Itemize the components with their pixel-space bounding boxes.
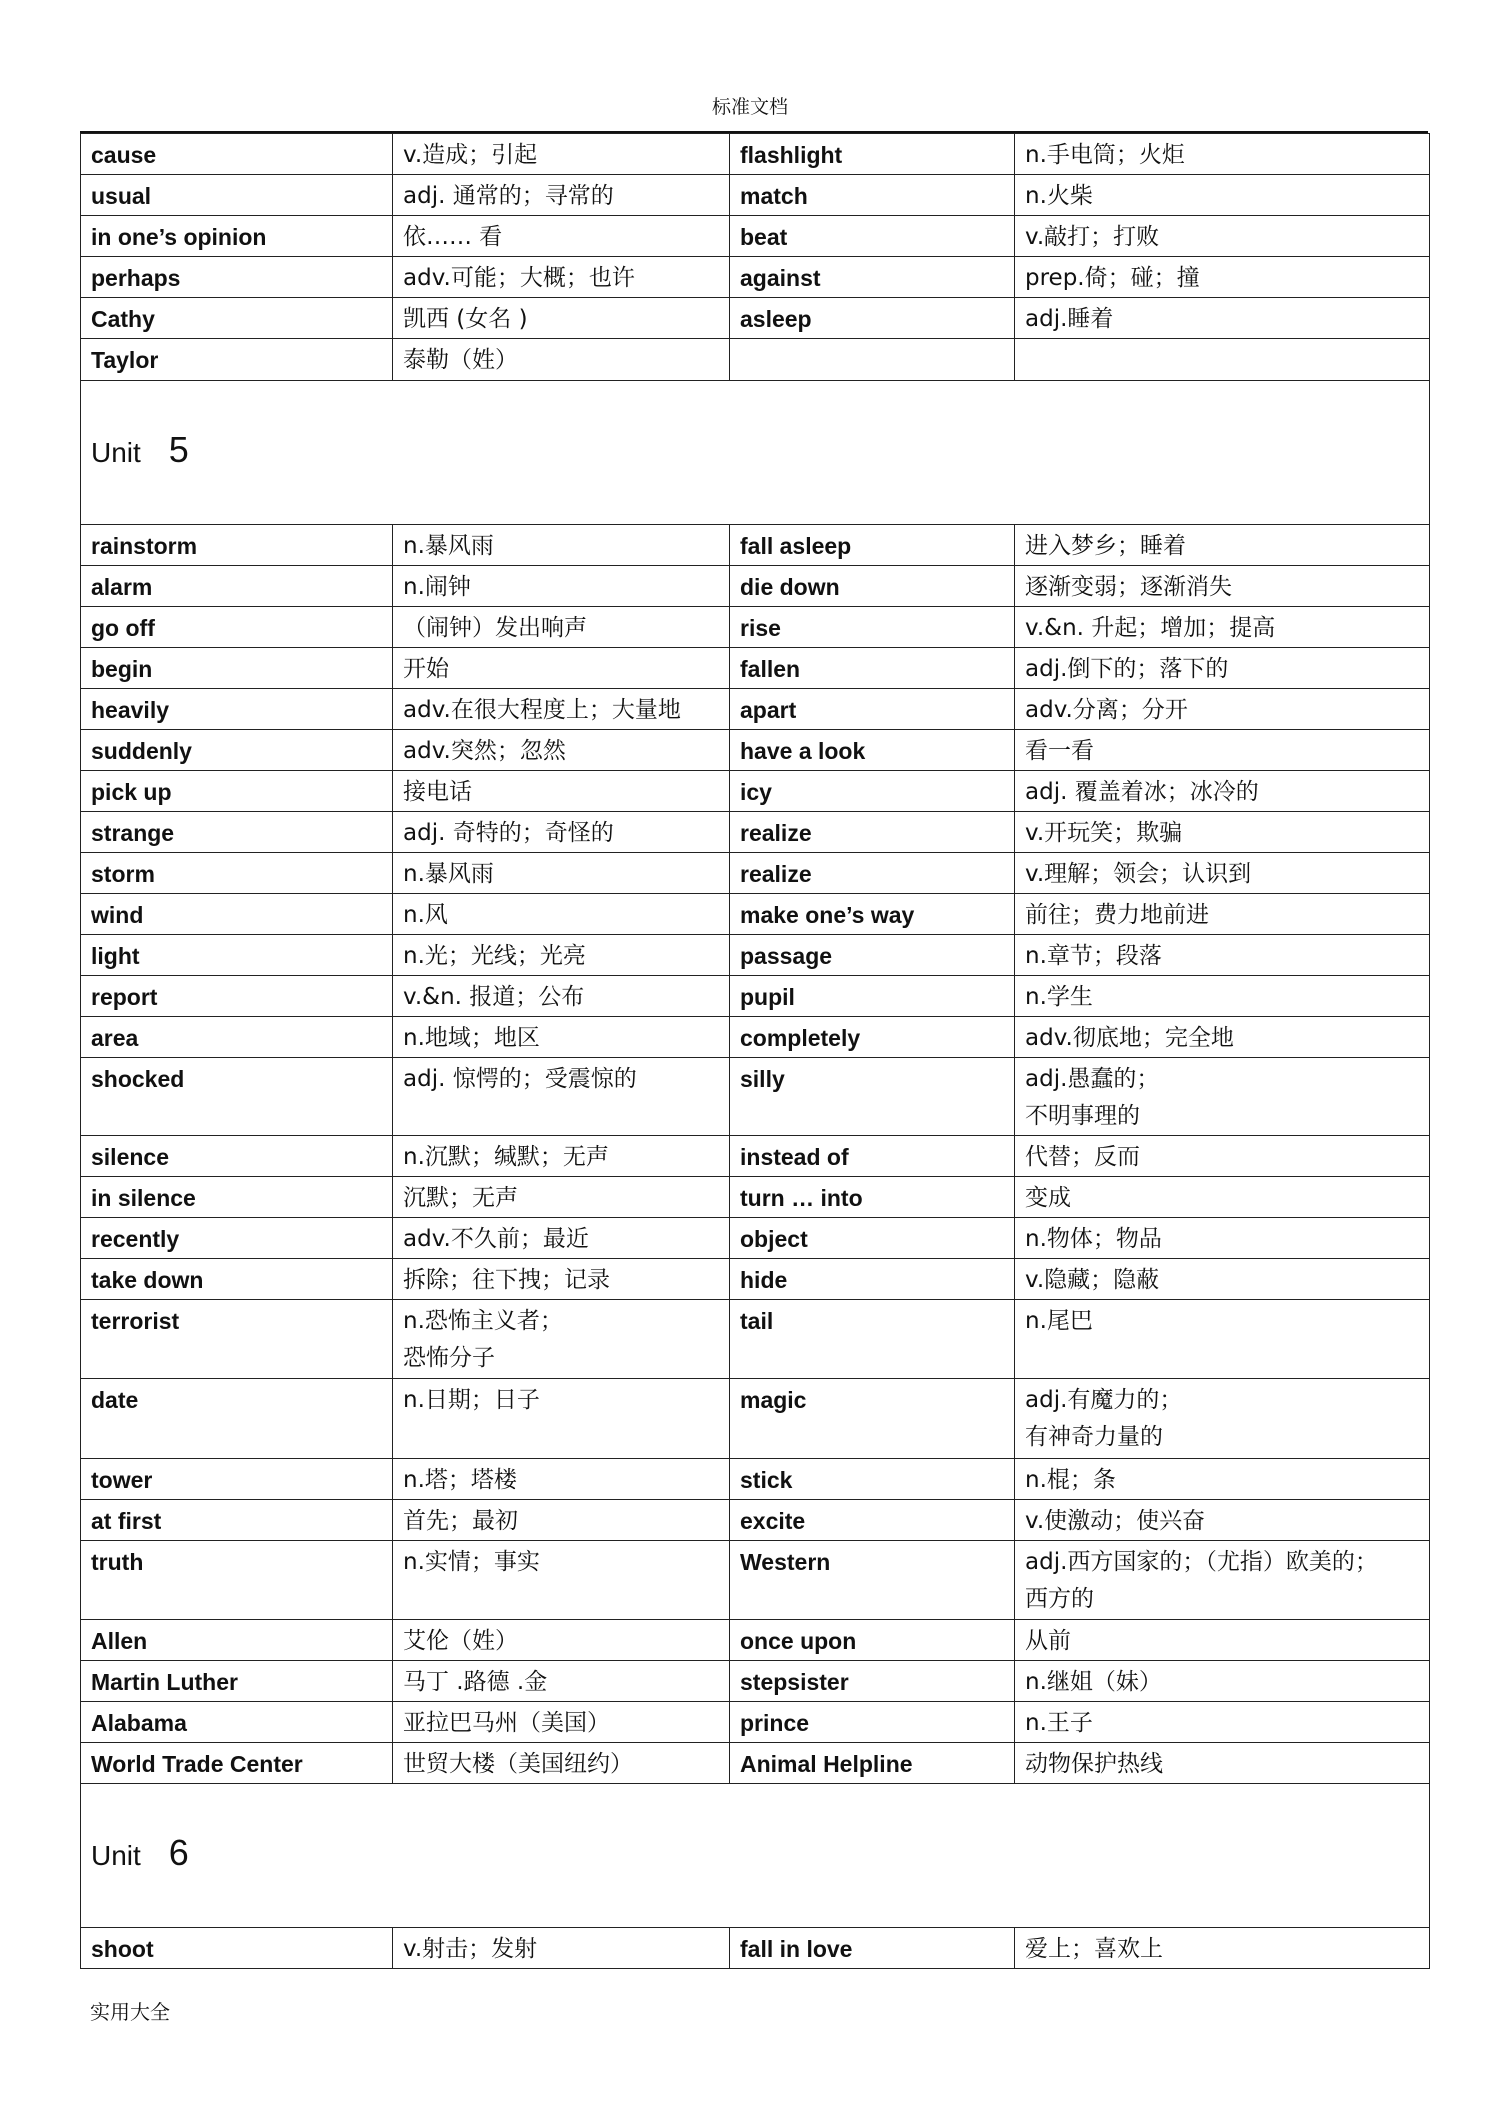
meaning-cell: n.棍；条 bbox=[1015, 1459, 1430, 1500]
word-cell: against bbox=[730, 257, 1015, 298]
meaning-cell: adv.不久前；最近 bbox=[393, 1218, 730, 1259]
table-row bbox=[81, 1300, 1430, 1379]
unit-label: Unit bbox=[91, 1840, 141, 1871]
word-cell: passage bbox=[730, 935, 1015, 976]
unit-label: Unit bbox=[91, 437, 141, 468]
word-cell: in one’s opinion bbox=[81, 216, 393, 257]
meaning-cell: adj.愚蠢的； 不明事理的 bbox=[1015, 1058, 1430, 1136]
meaning-cell: n.手电筒；火炬 bbox=[1015, 134, 1430, 175]
meaning-cell: n.闹钟 bbox=[393, 566, 730, 607]
meaning-cell: adj.有魔力的； 有神奇力量的 bbox=[1015, 1379, 1430, 1459]
table-row bbox=[81, 771, 1430, 812]
meaning-cell: 逐渐变弱；逐渐消失 bbox=[1015, 566, 1430, 607]
word-cell: turn … into bbox=[730, 1177, 1015, 1218]
meaning-cell: 前往；费力地前进 bbox=[1015, 894, 1430, 935]
word-cell: cause bbox=[81, 134, 393, 175]
word-cell: Animal Helpline bbox=[730, 1743, 1015, 1784]
unit-heading bbox=[81, 381, 1430, 525]
word-cell: magic bbox=[730, 1379, 1015, 1459]
word-cell: instead of bbox=[730, 1136, 1015, 1177]
word-cell: at first bbox=[81, 1500, 393, 1541]
meaning-cell bbox=[1015, 339, 1430, 381]
meaning-cell: n.沉默；缄默；无声 bbox=[393, 1136, 730, 1177]
word-cell: apart bbox=[730, 689, 1015, 730]
word-cell: report bbox=[81, 976, 393, 1017]
table-row bbox=[81, 812, 1430, 853]
meaning-cell: n.塔；塔楼 bbox=[393, 1459, 730, 1500]
unit-number: 6 bbox=[168, 1832, 189, 1873]
word-cell: storm bbox=[81, 853, 393, 894]
word-cell: begin bbox=[81, 648, 393, 689]
meaning-cell: 艾伦（姓） bbox=[393, 1620, 730, 1661]
table-row bbox=[81, 134, 1430, 175]
word-cell: stick bbox=[730, 1459, 1015, 1500]
meaning-cell: v.射击；发射 bbox=[393, 1928, 730, 1969]
word-cell: completely bbox=[730, 1017, 1015, 1058]
word-cell: silence bbox=[81, 1136, 393, 1177]
word-cell: tower bbox=[81, 1459, 393, 1500]
word-cell: rise bbox=[730, 607, 1015, 648]
word-cell: pick up bbox=[81, 771, 393, 812]
word-cell: terrorist bbox=[81, 1300, 393, 1379]
word-cell: flashlight bbox=[730, 134, 1015, 175]
meaning-cell: n.暴风雨 bbox=[393, 853, 730, 894]
word-cell: stepsister bbox=[730, 1661, 1015, 1702]
meaning-cell: 进入梦乡；睡着 bbox=[1015, 525, 1430, 566]
word-cell: go off bbox=[81, 607, 393, 648]
table-row bbox=[81, 1058, 1430, 1136]
meaning-cell: n.暴风雨 bbox=[393, 525, 730, 566]
table-row bbox=[81, 339, 1430, 381]
page-header: 标准文档 bbox=[711, 96, 788, 118]
meaning-cell: 亚拉巴马州（美国） bbox=[393, 1702, 730, 1743]
meaning-cell: v.开玩笑；欺骗 bbox=[1015, 812, 1430, 853]
meaning-cell: 世贸大楼（美国纽约） bbox=[393, 1743, 730, 1784]
word-cell: pupil bbox=[730, 976, 1015, 1017]
meaning-cell: n.实情；事实 bbox=[393, 1541, 730, 1620]
word-cell: usual bbox=[81, 175, 393, 216]
meaning-cell: 凯西 (女名 ) bbox=[393, 298, 730, 339]
word-cell: die down bbox=[730, 566, 1015, 607]
table-row bbox=[81, 1743, 1430, 1784]
meaning-cell: n.章节；段落 bbox=[1015, 935, 1430, 976]
table-row bbox=[81, 607, 1430, 648]
meaning-cell: n.尾巴 bbox=[1015, 1300, 1430, 1379]
word-cell: fall asleep bbox=[730, 525, 1015, 566]
meaning-cell: adv.突然；忽然 bbox=[393, 730, 730, 771]
table-row bbox=[81, 976, 1430, 1017]
page-footer: 实用大全 bbox=[90, 2000, 170, 2024]
unit-heading-row bbox=[81, 381, 1430, 525]
table-row bbox=[81, 1017, 1430, 1058]
word-cell: Alabama bbox=[81, 1702, 393, 1743]
meaning-cell: n.风 bbox=[393, 894, 730, 935]
table-row bbox=[81, 1177, 1430, 1218]
meaning-cell: adv.在很大程度上；大量地 bbox=[393, 689, 730, 730]
word-cell: wind bbox=[81, 894, 393, 935]
meaning-cell: v.敲打；打败 bbox=[1015, 216, 1430, 257]
word-cell: recently bbox=[81, 1218, 393, 1259]
meaning-cell: adj.睡着 bbox=[1015, 298, 1430, 339]
word-cell: prince bbox=[730, 1702, 1015, 1743]
word-cell: alarm bbox=[81, 566, 393, 607]
meaning-cell: 首先；最初 bbox=[393, 1500, 730, 1541]
meaning-cell: n.学生 bbox=[1015, 976, 1430, 1017]
word-cell: suddenly bbox=[81, 730, 393, 771]
word-cell: asleep bbox=[730, 298, 1015, 339]
meaning-cell: v.&n. 升起；增加；提高 bbox=[1015, 607, 1430, 648]
meaning-cell: 变成 bbox=[1015, 1177, 1430, 1218]
meaning-cell: 依…… 看 bbox=[393, 216, 730, 257]
table-row bbox=[81, 648, 1430, 689]
table-row bbox=[81, 1259, 1430, 1300]
word-cell: perhaps bbox=[81, 257, 393, 298]
table-row bbox=[81, 1218, 1430, 1259]
meaning-cell: 马丁 .路德 .金 bbox=[393, 1661, 730, 1702]
vocabulary-table-body bbox=[81, 134, 1430, 1969]
word-cell: in silence bbox=[81, 1177, 393, 1218]
meaning-cell: adj. 通常的；寻常的 bbox=[393, 175, 730, 216]
table-row bbox=[81, 730, 1430, 771]
meaning-cell: 拆除；往下拽；记录 bbox=[393, 1259, 730, 1300]
meaning-cell: 开始 bbox=[393, 648, 730, 689]
table-row bbox=[81, 298, 1430, 339]
meaning-cell: 接电话 bbox=[393, 771, 730, 812]
word-cell: heavily bbox=[81, 689, 393, 730]
word-cell: realize bbox=[730, 853, 1015, 894]
table-row bbox=[81, 1136, 1430, 1177]
meaning-cell: n.恐怖主义者； 恐怖分子 bbox=[393, 1300, 730, 1379]
word-cell: strange bbox=[81, 812, 393, 853]
word-cell: World Trade Center bbox=[81, 1743, 393, 1784]
meaning-cell: n.地域；地区 bbox=[393, 1017, 730, 1058]
word-cell: realize bbox=[730, 812, 1015, 853]
word-cell: rainstorm bbox=[81, 525, 393, 566]
word-cell: Allen bbox=[81, 1620, 393, 1661]
table-row bbox=[81, 1702, 1430, 1743]
table-row bbox=[81, 894, 1430, 935]
meaning-cell: 沉默；无声 bbox=[393, 1177, 730, 1218]
meaning-cell: adj.倒下的；落下的 bbox=[1015, 648, 1430, 689]
meaning-cell: adv.分离；分开 bbox=[1015, 689, 1430, 730]
word-cell: light bbox=[81, 935, 393, 976]
table-row bbox=[81, 1928, 1430, 1969]
word-cell: Cathy bbox=[81, 298, 393, 339]
table-row bbox=[81, 689, 1430, 730]
table-row bbox=[81, 175, 1430, 216]
word-cell: object bbox=[730, 1218, 1015, 1259]
table-row bbox=[81, 216, 1430, 257]
word-cell: area bbox=[81, 1017, 393, 1058]
meaning-cell: adv.可能；大概；也许 bbox=[393, 257, 730, 298]
table-row bbox=[81, 525, 1430, 566]
meaning-cell: 从前 bbox=[1015, 1620, 1430, 1661]
word-cell: once upon bbox=[730, 1620, 1015, 1661]
word-cell: shoot bbox=[81, 1928, 393, 1969]
word-cell: have a look bbox=[730, 730, 1015, 771]
vocabulary-table bbox=[80, 133, 1430, 1969]
table-row bbox=[81, 1500, 1430, 1541]
table-row bbox=[81, 853, 1430, 894]
table-row bbox=[81, 257, 1430, 298]
table-row bbox=[81, 1541, 1430, 1620]
unit-heading bbox=[81, 1784, 1430, 1928]
meaning-cell: 爱上；喜欢上 bbox=[1015, 1928, 1430, 1969]
meaning-cell: n.王子 bbox=[1015, 1702, 1430, 1743]
meaning-cell: n.火柴 bbox=[1015, 175, 1430, 216]
meaning-cell: n.继姐（妹） bbox=[1015, 1661, 1430, 1702]
word-cell: beat bbox=[730, 216, 1015, 257]
word-cell: fall in love bbox=[730, 1928, 1015, 1969]
word-cell: Taylor bbox=[81, 339, 393, 381]
table-row bbox=[81, 566, 1430, 607]
word-cell: excite bbox=[730, 1500, 1015, 1541]
meaning-cell: adj.西方国家的；（尤指）欧美的； 西方的 bbox=[1015, 1541, 1430, 1620]
word-cell: fallen bbox=[730, 648, 1015, 689]
meaning-cell: v.使激动；使兴奋 bbox=[1015, 1500, 1430, 1541]
word-cell: make one’s way bbox=[730, 894, 1015, 935]
meaning-cell: 泰勒（姓） bbox=[393, 339, 730, 381]
table-row bbox=[81, 1620, 1430, 1661]
word-cell bbox=[730, 339, 1015, 381]
meaning-cell: v.&n. 报道；公布 bbox=[393, 976, 730, 1017]
meaning-cell: v.隐藏；隐蔽 bbox=[1015, 1259, 1430, 1300]
meaning-cell: adv.彻底地；完全地 bbox=[1015, 1017, 1430, 1058]
meaning-cell: prep.倚；碰；撞 bbox=[1015, 257, 1430, 298]
meaning-cell: adj. 惊愕的；受震惊的 bbox=[393, 1058, 730, 1136]
word-cell: shocked bbox=[81, 1058, 393, 1136]
word-cell: hide bbox=[730, 1259, 1015, 1300]
table-row bbox=[81, 935, 1430, 976]
meaning-cell: n.光；光线；光亮 bbox=[393, 935, 730, 976]
meaning-cell: n.日期；日子 bbox=[393, 1379, 730, 1459]
word-cell: Martin Luther bbox=[81, 1661, 393, 1702]
meaning-cell: 看一看 bbox=[1015, 730, 1430, 771]
meaning-cell: adj. 奇特的；奇怪的 bbox=[393, 812, 730, 853]
word-cell: tail bbox=[730, 1300, 1015, 1379]
table-row bbox=[81, 1379, 1430, 1459]
unit-number: 5 bbox=[168, 429, 189, 470]
meaning-cell: adj. 覆盖着冰；冰冷的 bbox=[1015, 771, 1430, 812]
meaning-cell: 动物保护热线 bbox=[1015, 1743, 1430, 1784]
meaning-cell: （闹钟）发出响声 bbox=[393, 607, 730, 648]
word-cell: take down bbox=[81, 1259, 393, 1300]
meaning-cell: n.物体；物品 bbox=[1015, 1218, 1430, 1259]
word-cell: silly bbox=[730, 1058, 1015, 1136]
word-cell: date bbox=[81, 1379, 393, 1459]
table-row bbox=[81, 1459, 1430, 1500]
word-cell: Western bbox=[730, 1541, 1015, 1620]
table-row bbox=[81, 1661, 1430, 1702]
word-cell: icy bbox=[730, 771, 1015, 812]
meaning-cell: v.理解；领会；认识到 bbox=[1015, 853, 1430, 894]
word-cell: truth bbox=[81, 1541, 393, 1620]
word-cell: match bbox=[730, 175, 1015, 216]
meaning-cell: v.造成；引起 bbox=[393, 134, 730, 175]
unit-heading-row bbox=[81, 1784, 1430, 1928]
meaning-cell: 代替；反而 bbox=[1015, 1136, 1430, 1177]
